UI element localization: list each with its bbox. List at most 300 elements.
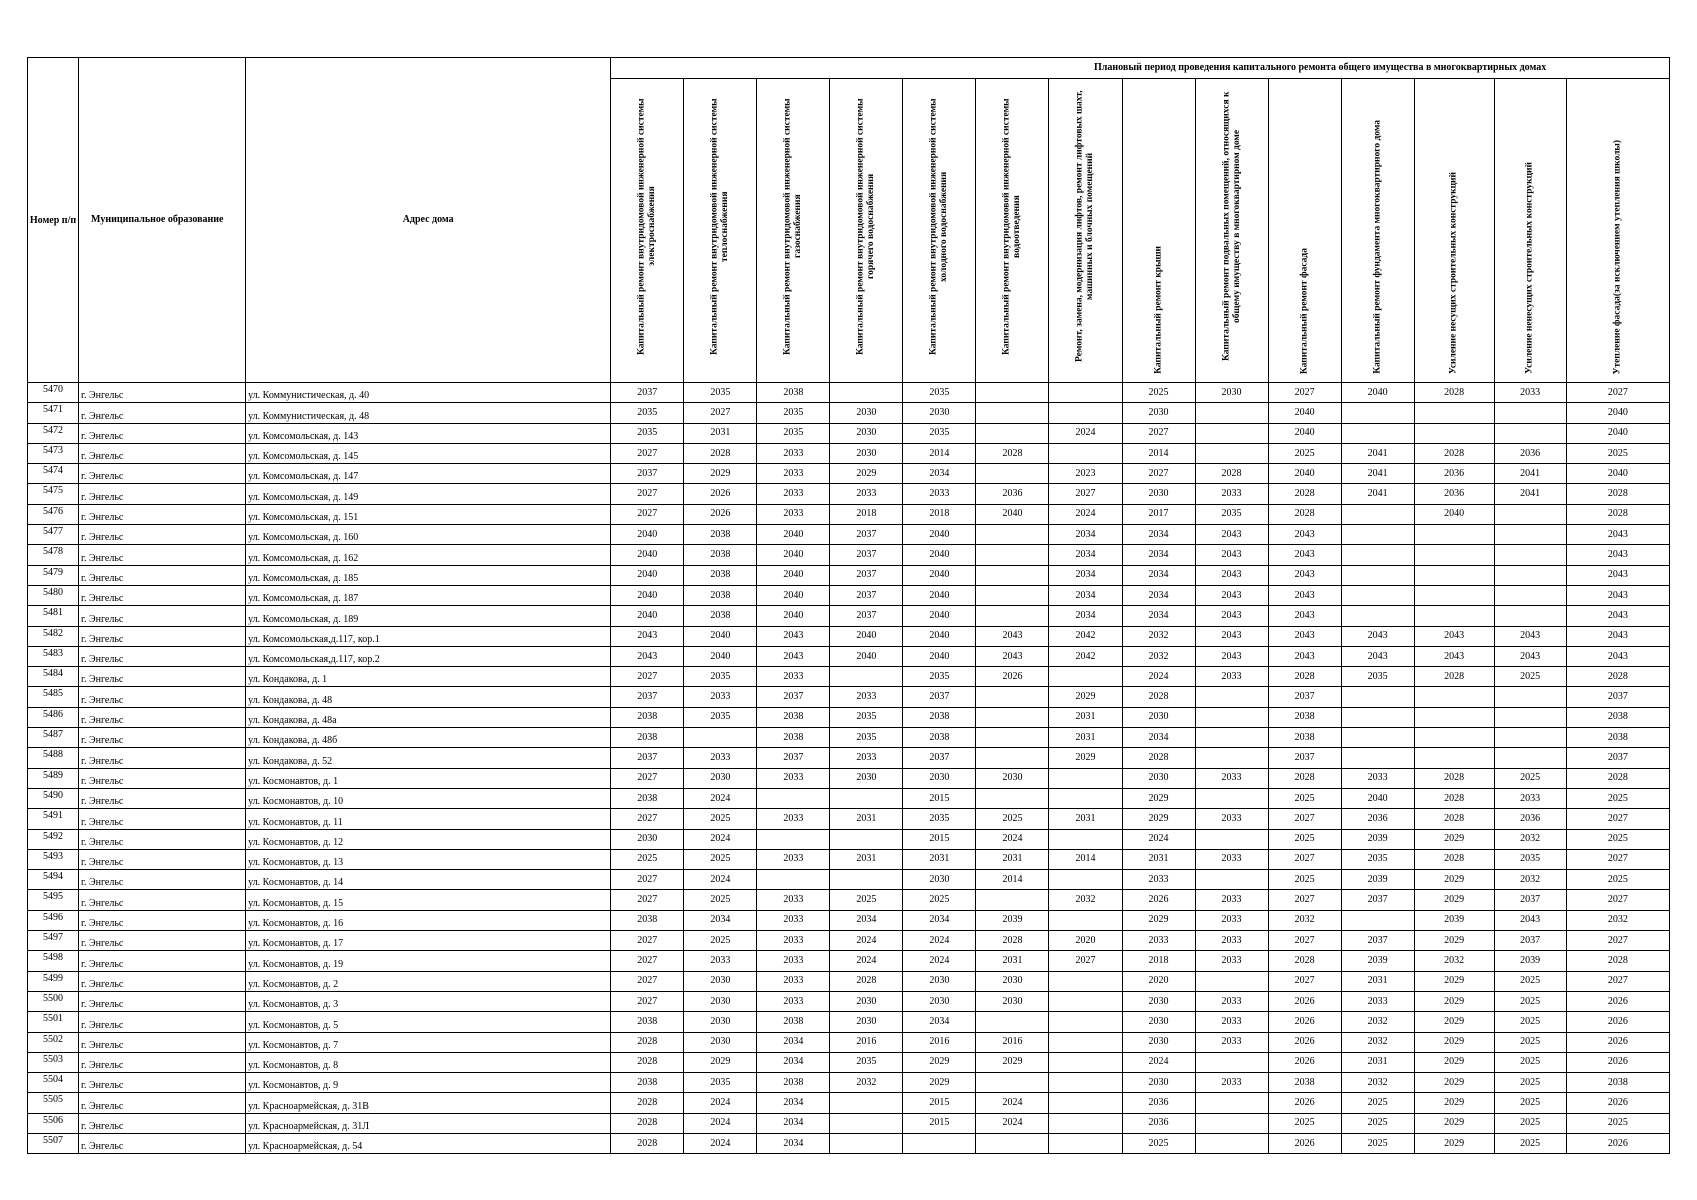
year-cell: 2037 <box>1566 687 1669 707</box>
table-row <box>28 748 1670 768</box>
year-cell: 2040 <box>1414 504 1494 524</box>
year-cell: 2026 <box>1268 1133 1341 1153</box>
year-cell: 2024 <box>976 1093 1049 1113</box>
year-cell: 2025 <box>1268 443 1341 463</box>
table-row <box>28 931 1670 951</box>
table-row <box>28 809 1670 829</box>
year-cell: 2033 <box>757 443 830 463</box>
row-number-cell: 5484 <box>28 667 79 687</box>
year-cell: 2026 <box>1268 1052 1341 1072</box>
address-cell: ул. Космонавтов, д. 3 <box>246 991 611 1011</box>
year-cell: 2043 <box>1195 626 1268 646</box>
year-cell: 2029 <box>1049 687 1122 707</box>
year-cell: 2024 <box>976 829 1049 849</box>
year-cell: 2031 <box>1341 1052 1414 1072</box>
year-cell <box>1494 504 1566 524</box>
year-cell: 2043 <box>1195 565 1268 585</box>
year-cell: 2043 <box>1195 525 1268 545</box>
year-cell: 2025 <box>1268 788 1341 808</box>
year-cell: 2029 <box>1414 829 1494 849</box>
year-cell <box>1414 423 1494 443</box>
year-cell: 2032 <box>1566 910 1669 930</box>
year-cell: 2027 <box>611 951 684 971</box>
municipality-cell: г. Энгельс <box>79 626 246 646</box>
year-cell: 2033 <box>1195 931 1268 951</box>
year-cell: 2030 <box>1122 991 1195 1011</box>
year-cell: 2034 <box>1049 606 1122 626</box>
year-cell: 2030 <box>684 1032 757 1052</box>
municipality-cell: г. Энгельс <box>79 484 246 504</box>
year-cell <box>1341 403 1414 423</box>
year-cell: 2030 <box>684 991 757 1011</box>
year-cell <box>1049 829 1122 849</box>
year-cell: 2026 <box>1566 1012 1669 1032</box>
year-cell <box>976 788 1049 808</box>
year-cell: 2042 <box>1049 646 1122 666</box>
year-cell: 2030 <box>684 971 757 991</box>
address-cell: ул. Комсомольская, д. 145 <box>246 443 611 463</box>
year-cell: 2033 <box>757 464 830 484</box>
year-cell: 2030 <box>1122 1032 1195 1052</box>
year-cell: 2040 <box>1341 383 1414 403</box>
year-cell: 2037 <box>830 585 903 605</box>
year-cell: 2030 <box>830 991 903 1011</box>
year-cell <box>1049 1113 1122 1133</box>
year-cell: 2024 <box>684 1133 757 1153</box>
year-cell: 2043 <box>1268 646 1341 666</box>
year-cell: 2028 <box>1566 768 1669 788</box>
year-cell: 2034 <box>1049 565 1122 585</box>
year-cell: 2043 <box>1341 626 1414 646</box>
year-cell: 2028 <box>1268 504 1341 524</box>
row-number-cell: 5485 <box>28 687 79 707</box>
year-cell <box>976 585 1049 605</box>
year-cell: 2029 <box>1122 809 1195 829</box>
table-row <box>28 403 1670 423</box>
year-cell: 2043 <box>1566 626 1669 646</box>
year-cell: 2043 <box>1566 565 1669 585</box>
year-cell: 2027 <box>1049 484 1122 504</box>
year-cell: 2034 <box>1049 525 1122 545</box>
year-cell: 2030 <box>1122 1073 1195 1093</box>
address-cell: ул. Кондакова, д. 1 <box>246 667 611 687</box>
year-cell: 2027 <box>611 971 684 991</box>
table-row <box>28 565 1670 585</box>
year-cell: 2033 <box>757 667 830 687</box>
year-cell: 2027 <box>611 890 684 910</box>
year-cell <box>1049 1133 1122 1153</box>
year-cell: 2027 <box>1268 890 1341 910</box>
row-number-cell: 5504 <box>28 1073 79 1093</box>
year-cell: 2043 <box>1566 585 1669 605</box>
year-cell: 2032 <box>1122 646 1195 666</box>
year-cell: 2035 <box>903 423 976 443</box>
table-row <box>28 991 1670 1011</box>
address-cell: ул. Комсомольская, д. 187 <box>246 585 611 605</box>
year-cell: 2038 <box>903 707 976 727</box>
header-work-5 <box>903 79 976 383</box>
year-cell: 2030 <box>1122 484 1195 504</box>
address-cell: ул. Комсомольская, д. 151 <box>246 504 611 524</box>
year-cell: 2043 <box>976 626 1049 646</box>
year-cell: 2033 <box>1195 667 1268 687</box>
address-cell: ул. Космонавтов, д. 13 <box>246 849 611 869</box>
year-cell <box>1341 423 1414 443</box>
year-cell: 2036 <box>976 484 1049 504</box>
table-row <box>28 910 1670 930</box>
year-cell: 2036 <box>1414 464 1494 484</box>
header-work-6 <box>976 79 1049 383</box>
year-cell <box>1195 1133 1268 1153</box>
year-cell: 2036 <box>1494 443 1566 463</box>
header-period: Плановый период проведения капитального ремонта общего имущества в многоквартирных домах <box>611 58 1670 79</box>
row-number-cell: 5492 <box>28 829 79 849</box>
year-cell: 2033 <box>1195 951 1268 971</box>
year-cell: 2034 <box>1049 585 1122 605</box>
year-cell: 2024 <box>684 788 757 808</box>
year-cell: 2032 <box>1341 1012 1414 1032</box>
address-cell: ул. Красноармейская, д. 54 <box>246 1133 611 1153</box>
year-cell: 2043 <box>611 626 684 646</box>
year-cell: 2029 <box>1414 931 1494 951</box>
year-cell: 2033 <box>903 484 976 504</box>
year-cell: 2040 <box>611 545 684 565</box>
year-cell: 2025 <box>1341 1133 1414 1153</box>
year-cell <box>1049 788 1122 808</box>
year-cell <box>1195 1093 1268 1113</box>
address-cell: ул. Космонавтов, д. 1 <box>246 768 611 788</box>
year-cell: 2038 <box>1566 707 1669 727</box>
address-cell: ул. Космонавтов, д. 15 <box>246 890 611 910</box>
year-cell: 2038 <box>684 565 757 585</box>
year-cell: 2037 <box>830 525 903 545</box>
header-work-label: Капитальный ремонт внутридомовой инженерной системы горячего водоснабжения <box>855 98 877 355</box>
municipality-cell: г. Энгельс <box>79 687 246 707</box>
year-cell: 2038 <box>611 707 684 727</box>
row-number-cell: 5497 <box>28 931 79 951</box>
header-work-label: Усиление несущих строительных конструкций <box>1448 171 1459 374</box>
year-cell: 2033 <box>757 890 830 910</box>
year-cell: 2025 <box>1494 1052 1566 1072</box>
year-cell: 2030 <box>684 768 757 788</box>
row-number-cell: 5498 <box>28 951 79 971</box>
row-number-cell: 5472 <box>28 423 79 443</box>
year-cell <box>1195 788 1268 808</box>
year-cell: 2040 <box>611 565 684 585</box>
year-cell <box>1049 910 1122 930</box>
year-cell: 2029 <box>1414 1012 1494 1032</box>
year-cell: 2030 <box>830 423 903 443</box>
table-row <box>28 545 1670 565</box>
row-number-cell: 5481 <box>28 606 79 626</box>
year-cell: 2036 <box>1122 1113 1195 1133</box>
year-cell: 2018 <box>903 504 976 524</box>
year-cell <box>1341 748 1414 768</box>
year-cell: 2028 <box>684 443 757 463</box>
row-number-cell: 5502 <box>28 1032 79 1052</box>
year-cell: 2031 <box>1122 849 1195 869</box>
year-cell: 2025 <box>1494 1012 1566 1032</box>
year-cell: 2029 <box>1414 1032 1494 1052</box>
address-cell: ул. Красноармейская, д. 31В <box>246 1093 611 1113</box>
year-cell: 2030 <box>684 1012 757 1032</box>
year-cell <box>1195 423 1268 443</box>
year-cell: 2029 <box>1414 870 1494 890</box>
year-cell: 2033 <box>757 971 830 991</box>
year-cell: 2026 <box>1566 991 1669 1011</box>
year-cell: 2037 <box>903 748 976 768</box>
year-cell <box>976 1133 1049 1153</box>
year-cell <box>903 1133 976 1153</box>
year-cell <box>976 707 1049 727</box>
year-cell: 2030 <box>976 768 1049 788</box>
year-cell: 2014 <box>1049 849 1122 869</box>
year-cell: 2037 <box>1341 890 1414 910</box>
municipality-cell: г. Энгельс <box>79 443 246 463</box>
year-cell: 2026 <box>1122 890 1195 910</box>
header-work-label: Ремонт, замена, модернизация лифтов, ремонт лифтовых шахт, машинных и блочных помещений <box>1074 90 1096 363</box>
table-row <box>28 707 1670 727</box>
year-cell: 2027 <box>611 991 684 1011</box>
year-cell: 2043 <box>1195 545 1268 565</box>
municipality-cell: г. Энгельс <box>79 646 246 666</box>
year-cell: 2043 <box>1414 646 1494 666</box>
year-cell: 2025 <box>1122 383 1195 403</box>
year-cell: 2025 <box>1494 768 1566 788</box>
year-cell: 2025 <box>1494 667 1566 687</box>
year-cell: 2040 <box>757 525 830 545</box>
year-cell: 2037 <box>1566 748 1669 768</box>
year-cell: 2035 <box>757 403 830 423</box>
year-cell: 2043 <box>1268 606 1341 626</box>
year-cell: 2024 <box>684 1113 757 1133</box>
year-cell: 2025 <box>1494 1133 1566 1153</box>
municipality-cell: г. Энгельс <box>79 1012 246 1032</box>
year-cell <box>1049 403 1122 423</box>
year-cell: 2029 <box>1414 1093 1494 1113</box>
year-cell: 2034 <box>1049 545 1122 565</box>
year-cell: 2035 <box>903 383 976 403</box>
year-cell: 2031 <box>976 849 1049 869</box>
year-cell <box>1414 565 1494 585</box>
address-cell: ул. Комсомольская, д. 147 <box>246 464 611 484</box>
year-cell: 2034 <box>757 1133 830 1153</box>
year-cell: 2029 <box>830 464 903 484</box>
municipality-cell: г. Энгельс <box>79 951 246 971</box>
year-cell: 2037 <box>830 606 903 626</box>
header-municipality: Муниципальное образование <box>79 58 246 383</box>
year-cell: 2028 <box>1268 951 1341 971</box>
header-work-9 <box>1195 79 1268 383</box>
year-cell: 2037 <box>903 687 976 707</box>
year-cell <box>830 1093 903 1113</box>
header-work-label: Капитальный ремонт внутридомовой инженерной системы водоотведения <box>1001 98 1023 355</box>
year-cell: 2027 <box>1566 971 1669 991</box>
header-work-label: Капитальный ремонт крыши <box>1153 246 1164 374</box>
municipality-cell: г. Энгельс <box>79 991 246 1011</box>
year-cell: 2038 <box>611 728 684 748</box>
year-cell <box>1049 991 1122 1011</box>
header-work-8 <box>1122 79 1195 383</box>
year-cell: 2040 <box>757 585 830 605</box>
year-cell: 2033 <box>1195 849 1268 869</box>
municipality-cell: г. Энгельс <box>79 768 246 788</box>
year-cell: 2026 <box>976 667 1049 687</box>
row-number-cell: 5489 <box>28 768 79 788</box>
year-cell: 2032 <box>1494 829 1566 849</box>
year-cell: 2043 <box>1494 910 1566 930</box>
year-cell: 2038 <box>684 585 757 605</box>
year-cell: 2041 <box>1494 464 1566 484</box>
year-cell: 2028 <box>976 931 1049 951</box>
year-cell: 2033 <box>1195 1012 1268 1032</box>
table-row <box>28 626 1670 646</box>
table-row <box>28 1073 1670 1093</box>
year-cell: 2025 <box>1268 1113 1341 1133</box>
year-cell <box>1414 748 1494 768</box>
year-cell <box>976 1073 1049 1093</box>
year-cell: 2028 <box>1268 484 1341 504</box>
year-cell: 2033 <box>1122 870 1195 890</box>
row-number-cell: 5486 <box>28 707 79 727</box>
year-cell: 2041 <box>1341 443 1414 463</box>
year-cell: 2034 <box>903 910 976 930</box>
year-cell <box>1341 525 1414 545</box>
year-cell: 2040 <box>903 585 976 605</box>
address-cell: ул. Космонавтов, д. 17 <box>246 931 611 951</box>
header-work-10 <box>1268 79 1341 383</box>
table-row <box>28 1052 1670 1072</box>
year-cell: 2025 <box>1566 788 1669 808</box>
year-cell: 2033 <box>757 484 830 504</box>
year-cell: 2043 <box>1414 626 1494 646</box>
year-cell <box>1494 423 1566 443</box>
municipality-cell: г. Энгельс <box>79 1032 246 1052</box>
row-number-cell: 5506 <box>28 1113 79 1133</box>
year-cell: 2037 <box>830 565 903 585</box>
header-work-12 <box>1414 79 1494 383</box>
year-cell: 2041 <box>1494 484 1566 504</box>
year-cell: 2038 <box>757 383 830 403</box>
year-cell: 2025 <box>1566 829 1669 849</box>
year-cell: 2028 <box>611 1133 684 1153</box>
year-cell: 2039 <box>1414 910 1494 930</box>
year-cell: 2035 <box>830 1052 903 1072</box>
year-cell: 2040 <box>757 545 830 565</box>
header-row-number: Номер п/п <box>28 58 79 383</box>
year-cell: 2016 <box>903 1032 976 1052</box>
year-cell: 2031 <box>1049 728 1122 748</box>
year-cell <box>1414 525 1494 545</box>
table-row <box>28 1093 1670 1113</box>
year-cell <box>976 403 1049 423</box>
year-cell: 2038 <box>684 545 757 565</box>
municipality-cell: г. Энгельс <box>79 870 246 890</box>
year-cell: 2034 <box>1122 525 1195 545</box>
year-cell: 2025 <box>1341 1113 1414 1133</box>
year-cell <box>976 748 1049 768</box>
year-cell: 2028 <box>1566 504 1669 524</box>
year-cell <box>1414 545 1494 565</box>
address-cell: ул. Космонавтов, д. 11 <box>246 809 611 829</box>
year-cell <box>1195 829 1268 849</box>
year-cell <box>1195 971 1268 991</box>
year-cell: 2035 <box>684 707 757 727</box>
municipality-cell: г. Энгельс <box>79 849 246 869</box>
year-cell <box>830 829 903 849</box>
table-row <box>28 504 1670 524</box>
year-cell: 2038 <box>903 728 976 748</box>
year-cell: 2025 <box>903 890 976 910</box>
year-cell: 2025 <box>684 849 757 869</box>
year-cell: 2037 <box>1341 931 1414 951</box>
year-cell: 2039 <box>1494 951 1566 971</box>
year-cell: 2028 <box>1414 788 1494 808</box>
year-cell: 2034 <box>757 1032 830 1052</box>
table-row <box>28 728 1670 748</box>
year-cell: 2028 <box>1122 687 1195 707</box>
year-cell: 2025 <box>684 809 757 829</box>
row-number-cell: 5473 <box>28 443 79 463</box>
year-cell: 2034 <box>757 1113 830 1133</box>
municipality-cell: г. Энгельс <box>79 423 246 443</box>
header-work-4 <box>830 79 903 383</box>
year-cell: 2033 <box>830 687 903 707</box>
year-cell: 2037 <box>611 748 684 768</box>
row-number-cell: 5479 <box>28 565 79 585</box>
year-cell: 2043 <box>1494 626 1566 646</box>
year-cell <box>757 829 830 849</box>
table-row <box>28 1133 1670 1153</box>
year-cell: 2037 <box>830 545 903 565</box>
year-cell: 2024 <box>903 931 976 951</box>
year-cell: 2028 <box>976 443 1049 463</box>
municipality-cell: г. Энгельс <box>79 403 246 423</box>
year-cell: 2028 <box>1195 464 1268 484</box>
year-cell: 2024 <box>1122 1052 1195 1072</box>
year-cell <box>1494 565 1566 585</box>
year-cell <box>1049 1032 1122 1052</box>
year-cell: 2031 <box>1341 971 1414 991</box>
municipality-cell: г. Энгельс <box>79 464 246 484</box>
table-row <box>28 849 1670 869</box>
year-cell: 2033 <box>757 991 830 1011</box>
year-cell: 2030 <box>903 870 976 890</box>
row-number-cell: 5482 <box>28 626 79 646</box>
header-work-1 <box>611 79 684 383</box>
year-cell: 2033 <box>684 687 757 707</box>
year-cell: 2016 <box>976 1032 1049 1052</box>
year-cell <box>1049 870 1122 890</box>
year-cell: 2027 <box>1122 423 1195 443</box>
year-cell: 2033 <box>1341 768 1414 788</box>
year-cell: 2034 <box>1122 728 1195 748</box>
year-cell: 2038 <box>1268 707 1341 727</box>
year-cell: 2028 <box>1414 768 1494 788</box>
row-number-cell: 5503 <box>28 1052 79 1072</box>
year-cell: 2036 <box>1122 1093 1195 1113</box>
year-cell: 2038 <box>757 1073 830 1093</box>
year-cell: 2040 <box>1566 403 1669 423</box>
year-cell: 2031 <box>1049 707 1122 727</box>
capital-repair-schedule <box>27 57 1670 1154</box>
year-cell: 2035 <box>611 403 684 423</box>
year-cell <box>1195 728 1268 748</box>
address-cell: ул. Кондакова, д. 48 <box>246 687 611 707</box>
year-cell <box>1494 403 1566 423</box>
year-cell: 2037 <box>1494 890 1566 910</box>
row-number-cell: 5477 <box>28 525 79 545</box>
